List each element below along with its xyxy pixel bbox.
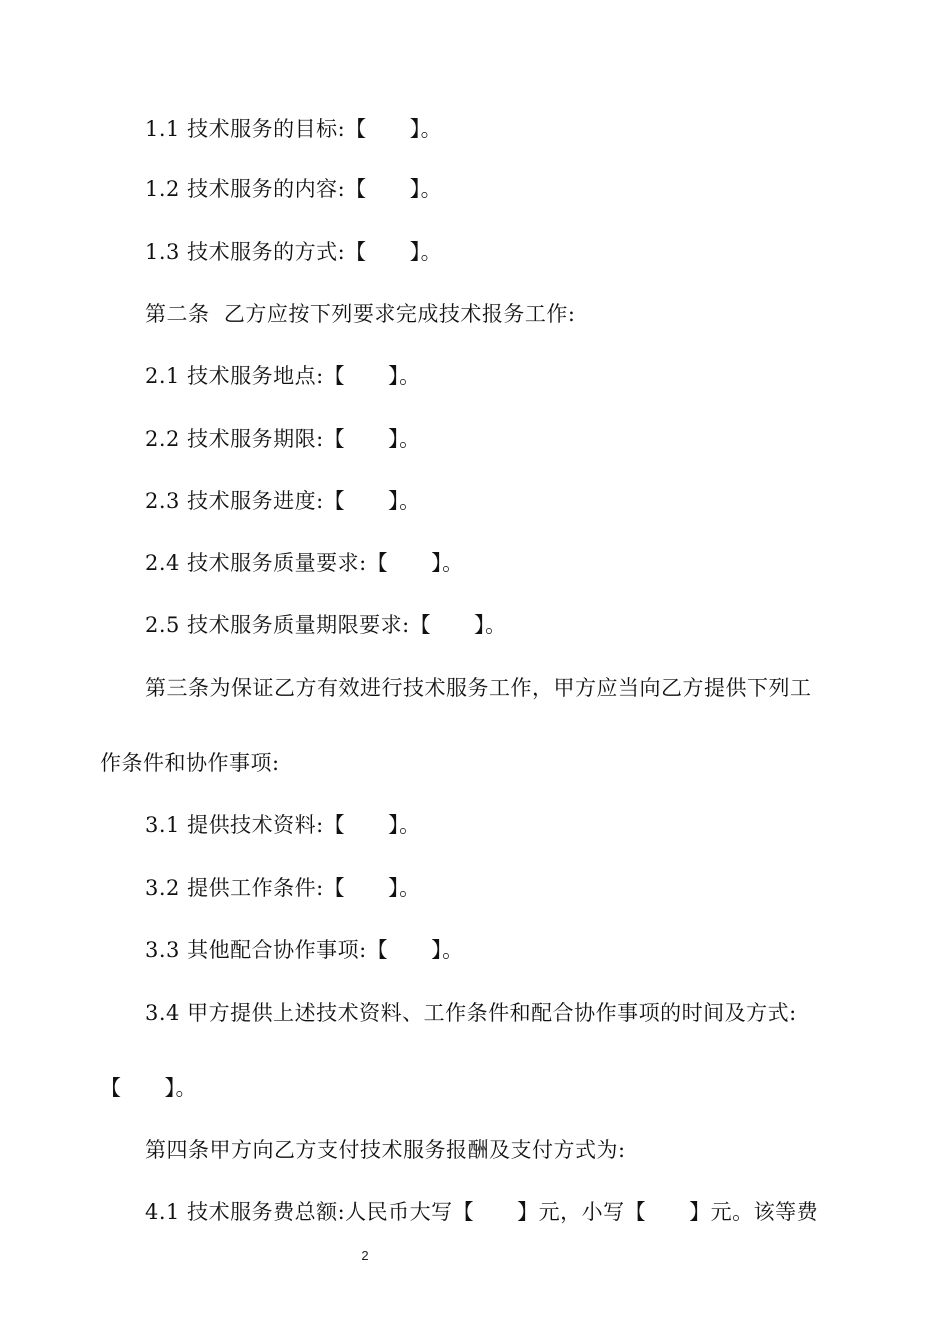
article-3-heading: 第三条为保证乙方有效进行技术服务工作，甲方应当向乙方提供下列工 (145, 676, 812, 700)
clause-2-3: 2.3 技术服务进度:【 】。 (145, 489, 421, 513)
clause-2-5: 2.5 技术服务质量期限要求:【 】。 (145, 613, 507, 637)
clause-4-1: 4.1 技术服务费总额:人民币大写【 】元，小写【 】元。该等费 (145, 1200, 819, 1224)
article-2-heading: 第二条 乙方应按下列要求完成技术报务工作: (145, 302, 576, 326)
clause-3-2: 3.2 提供工作条件:【 】。 (145, 876, 421, 900)
article-4-heading: 第四条甲方向乙方支付技术服务报酬及支付方式为: (145, 1138, 626, 1162)
clause-1-2: 1.2 技术服务的内容:【 】。 (145, 177, 443, 201)
clause-1-3: 1.3 技术服务的方式:【 】。 (145, 240, 443, 264)
clause-3-4: 3.4 甲方提供上述技术资料、工作条件和配合协作事项的时间及方式: (145, 1001, 797, 1025)
page-number: 2 (361, 1248, 369, 1263)
clause-3-3: 3.3 其他配合协作事项:【 】。 (145, 938, 464, 962)
clause-2-2: 2.2 技术服务期限:【 】。 (145, 427, 421, 451)
clause-3-4-blank: 【 】。 (100, 1076, 197, 1100)
article-3-heading-cont: 作条件和协作事项: (100, 751, 280, 775)
clause-1-1: 1.1 技术服务的目标:【 】。 (145, 117, 443, 141)
clause-3-1: 3.1 提供技术资料:【 】。 (145, 813, 421, 837)
clause-2-1: 2.1 技术服务地点:【 】。 (145, 364, 421, 388)
clause-2-4: 2.4 技术服务质量要求:【 】。 (145, 551, 464, 575)
